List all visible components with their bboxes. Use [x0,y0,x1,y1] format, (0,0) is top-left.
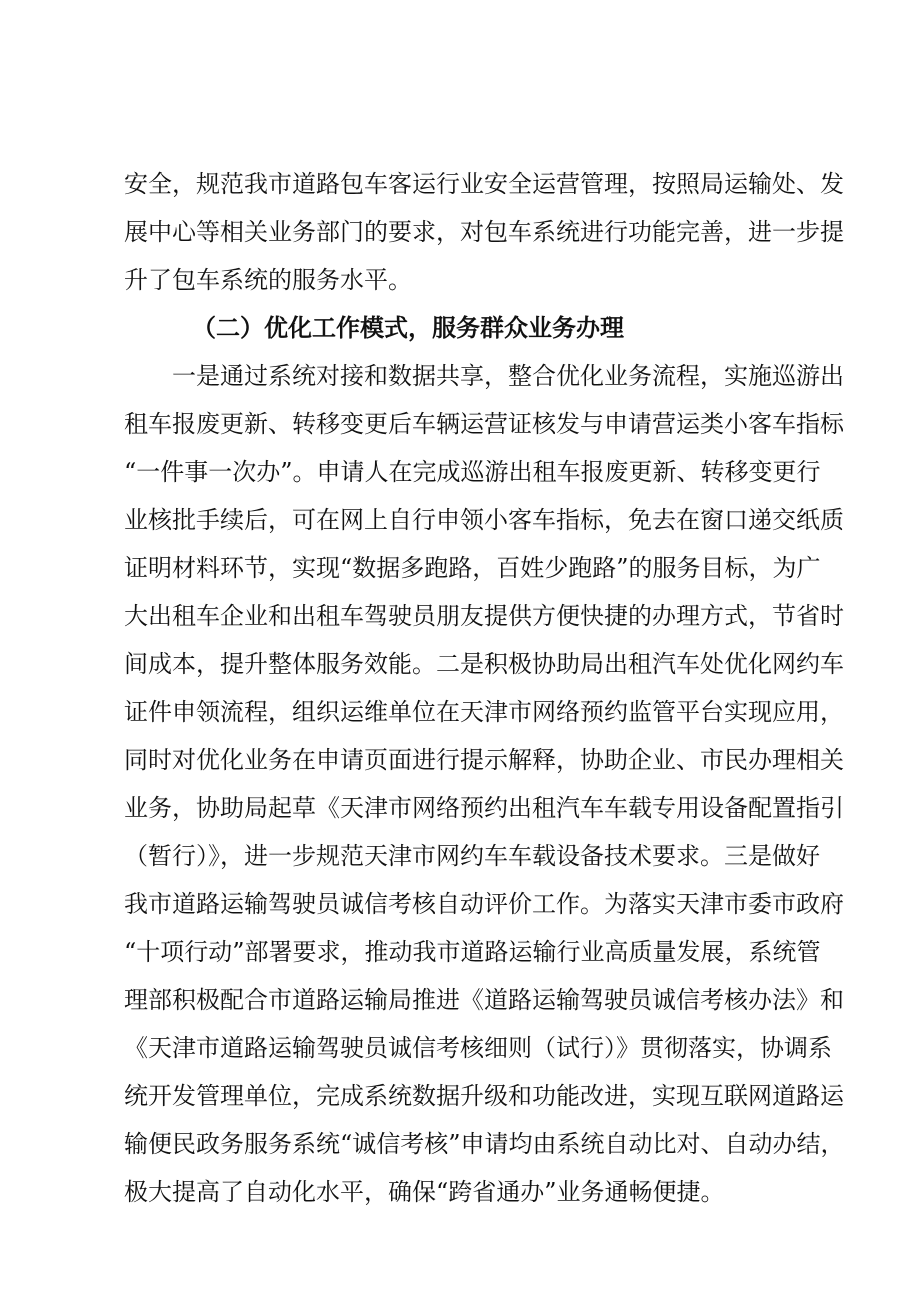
text-line: 输便民政务服务系统“诚信考核”申请均由系统自动比对、自动办结， [124,1130,845,1158]
text-line: 一是通过系统对接和数据共享，整合优化业务流程，实施巡游出 [172,362,844,390]
document-body [124,160,845,1216]
paragraph-continuation [124,160,844,304]
text-line: 展中心等相关业务部门的要求，对包车系统进行功能完善，进一步提 [124,218,844,246]
text-line: 升了包车系统的服务水平。 [124,266,412,294]
text-line: 租车报废更新、转移变更后车辆运营证核发与申请营运类小客车指标 [124,410,844,438]
text-line: 同时对优化业务在申请页面进行提示解释，协助企业、市民办理相关 [124,746,844,774]
text-line: 安全，规范我市道路包车客运行业安全运营管理，按照局运输处、发 [124,170,844,198]
text-line: “一件事一次办”。申请人在完成巡游出租车报废更新、转移变更行 [124,458,821,486]
text-line: 极大提高了自动化水平，确保“跨省通办”业务通畅便捷。 [124,1178,725,1206]
text-line: 理部积极配合市道路运输局推进《道路运输驾驶员诚信考核办法》和 [124,986,844,1014]
text-line: 《天津市道路运输驾驶员诚信考核细则（试行）》贯彻落实，协调系 [124,1034,832,1062]
text-line: 大出租车企业和出租车驾驶员朋友提供方便快捷的办理方式，节省时 [124,602,844,630]
text-line: 统开发管理单位，完成系统数据升级和功能改进，实现互联网道路运 [124,1082,844,1110]
text-line: 间成本，提升整体服务效能。二是积极协助局出租汽车处优化网约车 [124,650,844,678]
section-heading: （二）优化工作模式，服务群众业务办理 [192,313,624,342]
text-line: “十项行动”部署要求，推动我市道路运输行业高质量发展，系统管 [124,938,821,966]
text-line: （暂行）》，进一步规范天津市网约车车载设备技术要求。三是做好 [124,842,820,870]
text-line: 业核批手续后，可在网上自行申领小客车指标，免去在窗口递交纸质 [124,506,844,534]
text-line: 业务，协助局起草《天津市网络预约出租汽车车载专用设备配置指引 [124,794,844,822]
paragraph-main [124,352,845,1216]
text-line: 证件申领流程，组织运维单位在天津市网络预约监管平台实现应用， [124,698,844,726]
text-line: 我市道路运输驾驶员诚信考核自动评价工作。为落实天津市委市政府 [124,890,844,918]
text-line: 证明材料环节，实现“数据多跑路，百姓少跑路”的服务目标，为广 [124,554,821,582]
